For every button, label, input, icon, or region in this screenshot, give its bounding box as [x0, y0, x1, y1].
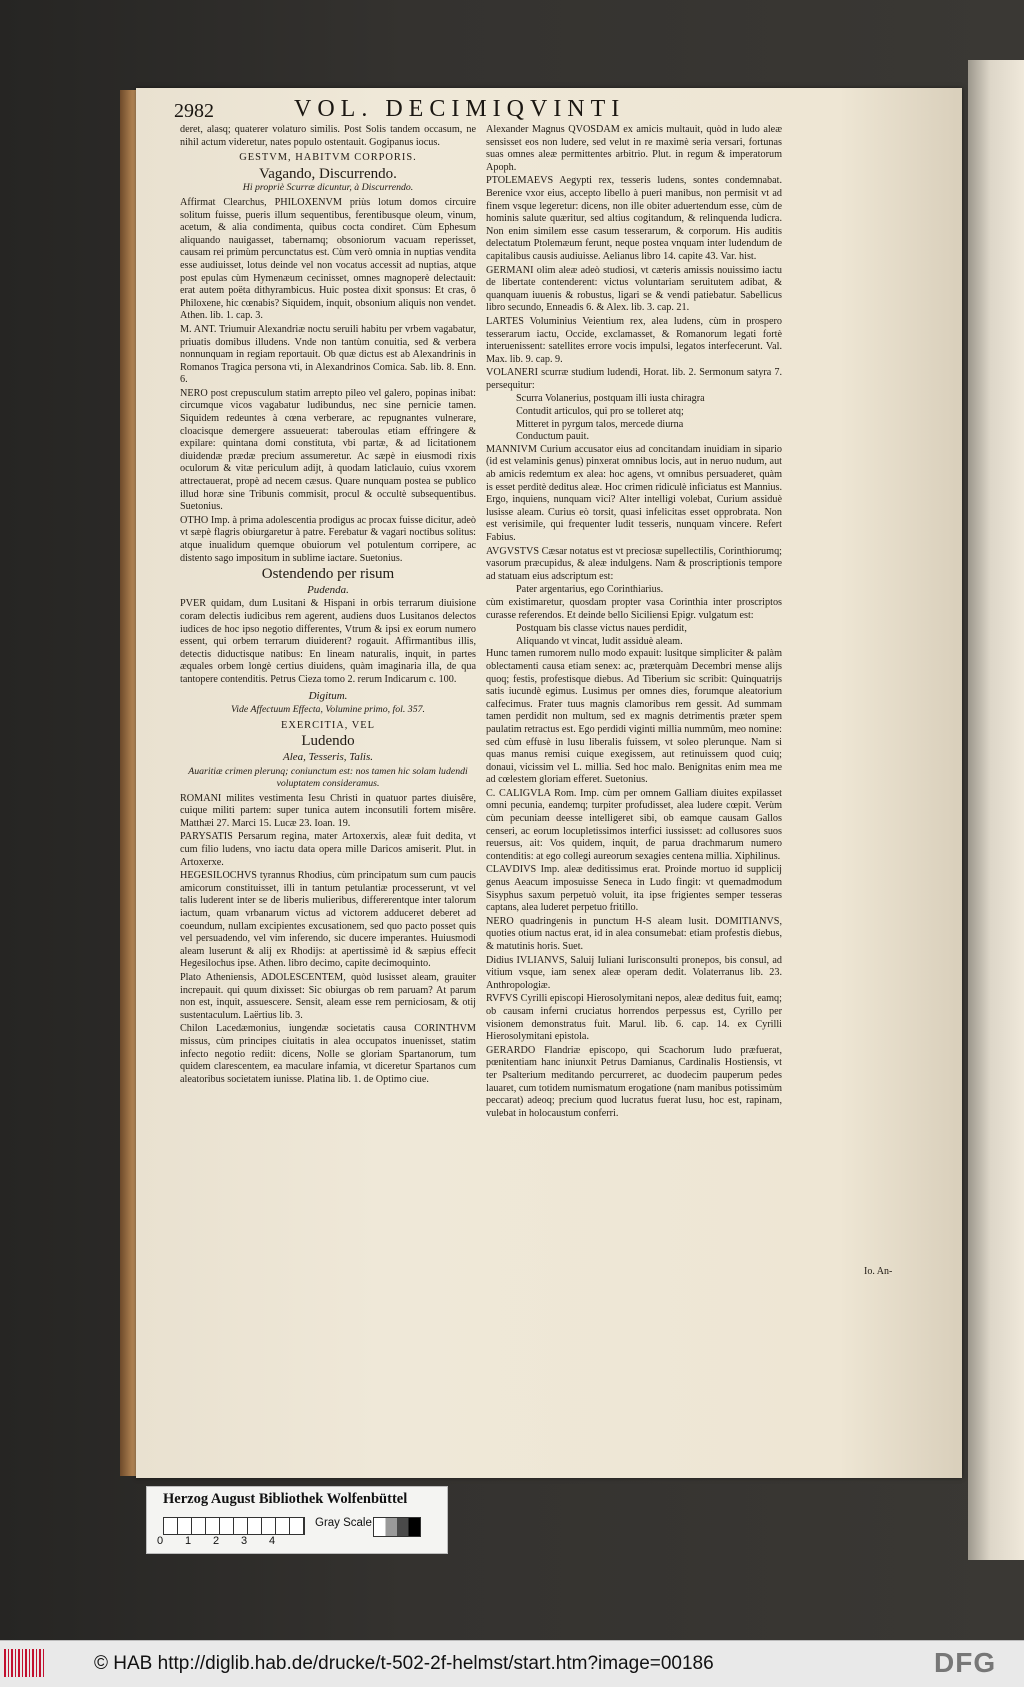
paragraph: Hunc tamen rumorem nullo modo expauit: lusitque simpliciter & palàm oblectamenti causa etiam senex: ac, præterquàm Decembri mense alijs quoq; festis, profestisque diebus. Ad Tiberium sic scribit: Quinquatrijs satis iucundè egimus. Lusimus per omnes dies, forumque aleatorium calfecimus. Frater tuus magnis clamoribus rem gessit. Ad summam tamen perdidit non multum, sed ex magnis detrimentis præter spem paulatim retractus est. Ego perdidi viginti millia nummûm, meo nomine: sed cùm effusè in lusu liberalis fuissem, vt soleo plerunque. Nam si quas manus remisi cuique exegissem, aut retinuissem quod cuiq; donaui, vicissim vel L. millia. Sed hoc malo. Benignitas enim mea me ad cœlestem gloriam efferet. Suetonius. — [486, 648, 782, 786]
paragraph: CLAVDIVS Imp. aleæ deditissimus erat. Proinde mortuo id supplicij genus Aeacum imposuisse Seneca in Ludo fingit: vt quemadmodum Sisyphus saxum perpetuò voluit, ita ipse frigientes semper tesseras captans, alea luderet perpetuo fritillo. — [486, 864, 782, 914]
paragraph: Plato Atheniensis, ADOLESCENTEM, quòd lusisset aleam, grauiter increpauit. qui quum dixisset: Sic obiurgas ob rem paruam? At parum non est, inquit, assuescere. Sensit, aleam esse rem perniciosam, & otij sustentaculum. Laërtius lib. 3. — [180, 972, 476, 1021]
right-column — [486, 124, 782, 1121]
verse-line: Mitteret in pyrgum talos, mercede diurna — [516, 418, 684, 430]
dfg-logo: DFG — [934, 1647, 997, 1678]
paragraph: VOLANERI scurræ studium ludendi, Horat. lib. 2. Sermonum satyra 7. persequitur: — [486, 367, 782, 391]
paragraph: AVGVSTVS Cæsar notatus est vt preciosæ supellectilis, Corinthiorumq; vasorum præcupidus, & aleæ indulgens. Nam & proscriptionis tempore ad statuam eius adscriptum est: — [486, 545, 782, 582]
cross-reference-note: Hi propriè Scurræ dicuntur, à Discurrendo. — [242, 182, 414, 194]
barcode-icon — [4, 1649, 44, 1677]
verse-line: Contudit articulos, qui pro se tolleret atq; — [516, 406, 684, 418]
paragraph: PTOLEMAEVS Aegypti rex, tesseris ludens, sontes condemnabat. Berenice vxor eius, accepto libello à pueri manibus, non permisit vt ad finem vsque legeretur: dicens, non ille obiter aduertendum esse, cùm de hominis salute quæritur, sed altius cogitandum, & relinquenda ludicra. Non enim similem esse casum tesserarum, & corporum. His auditis delectatum Ptolemæum ferunt, neque postea vnquam inter ludendum de capitalibus causis audiuisse. Aelianus libro 14. capite 43. Var. hist. — [486, 175, 782, 262]
verse-line: Pater argentarius, ego Corinthiarius. — [516, 584, 664, 596]
page-number: 2982 — [174, 100, 214, 122]
page-header — [174, 96, 714, 126]
verse-line: Postquam bis classe victus naues perdidit, — [516, 623, 687, 635]
verse-line: Aliquando vt vincat, ludit assiduè aleam. — [516, 635, 683, 647]
paragraph: Chilon Lacedæmonius, iungendæ societatis causa CORINTHVM missus, cùm principes ciuitatis in alea occupatos inuenisset, statim infecto negotio rediit: dicens, Nolle se gloriam Spartanorum, tum quidem clarescentem, ea maculare infamia, vt diceretur Spartanos cum aleatoribus societatem iunisse. Platina lib. 1. de Optimo ciue. — [180, 1023, 476, 1085]
ruler-number: 0 — [157, 1535, 164, 1547]
ruler-number: 2 — [213, 1535, 220, 1547]
ruler-number: 3 — [241, 1535, 248, 1547]
section-heading: GESTVM, HABITVM CORPORIS. — [239, 152, 417, 164]
source-url[interactable]: © HAB http://diglib.hab.de/drucke/t-502-2f-helmst/start.htm?image=00186 — [94, 1653, 714, 1674]
paragraph: Alexander Magnus QVOSDAM ex amicis multauit, quòd in ludo aleæ sensisset eos non ludere, sed velut in re maximè seria versari, fortunas suas omnes aleæ permittentes arbitrio. Plut. in regum & imperatorum Apoph. — [486, 124, 782, 173]
section-heading: Ostendendo per risum — [261, 566, 395, 583]
catchword: Io. An- — [864, 1266, 893, 1277]
paragraph: C. CALIGVLA Rom. Imp. cùm per omnem Galliam diuites expilasset omni pecunia, eandemq; turpiter profudisset, alea ludere cœpit. Verùm cùm pecuniam deesse intelligeret sibi, ob eamque causam Gallos censeri, ac eorum locupletissimos interfici iussisset: ad collusores suos reuersus, ait: Vos quidem, inquit, de parua drachmarum numero contenditis: at ego collegi aureorum sexagies centena millia. Xiphilinus. — [486, 787, 782, 862]
paragraph: Affirmat Clearchus, PHILOXENVM priùs lotum domos circuire solitum fuisse, pueris illum sequentibus, ferentibusque oleum, vinum, acetum, & alia condimenta, quibus cocta condiret. Cùm Ephesum aliquando nauigasset, tabernamq; obsoniorum vacuam reperisset, causam rei primùm percunctatus est. Cùm verò omnia in nuptias vendita esse audiuisset, lotus deinde vel non vocatus accessit ad nuptias, atque post epulas cùm Hymenæum cecinisset, omnes magnoperè delectauit: erat autem poëta dithyrambicus. Huic postea dixit sponsus: Et cras, ô Philoxene, hic cœnabis? Siquidem, inquit, obsonium aliquis non vendet. Athen. lib. 1. cap. 3. — [180, 196, 476, 322]
paragraph: LARTES Voluminius Veientium rex, alea ludens, cùm in prospero tesserarum iactu, Occide, exclamasset, & Romanorum legati fortè interuenissent: satellites errore vocis impulsi, legatos interfecerunt. Val. Max. lib. 9. cap. 9. — [486, 315, 782, 365]
cross-reference-note: Vide Affectuum Effecta, Volumine primo, fol. 357. — [231, 704, 425, 716]
paragraph: GERARDO Flandriæ episcopo, qui Scachorum ludo præfuerat, pœnitentiam hanc iniunxit Petrus Damianus, Cardinalis Hostiensis, vt ter Psalterium meditando percurreret, ac duodecim pauperum pedes lauaret, cum totidem numismatum erogatione (nam manibus potissimùm peccarat) adeoq; precium quod lucratus fuerat lusu, hoc est, rapinam, vulebat in holocaustum conferri. — [486, 1044, 782, 1119]
paragraph: cùm existimaretur, quosdam propter vasa Corinthia inter proscriptos curasse referendos. Et deinde bello Siciliensi Epigr. vulgatum est: — [486, 596, 782, 621]
ruler-scale — [163, 1517, 305, 1535]
library-label-card — [146, 1486, 448, 1554]
left-column — [180, 124, 476, 1087]
ruler-numbers — [157, 1535, 297, 1547]
section-heading: EXERCITIA, VEL — [280, 719, 376, 731]
cross-reference-note: Auaritiæ crimen plerunq; coniunctum est: nos tamen hic solam ludendi voluptatem consideramus. — [188, 765, 468, 790]
paragraph: GERMANI olim aleæ adeò studiosi, vt cæteris amissis nouissimo iactu de libertate contenderent: victus voluntariam seruitutem adibat, & quanquam iuuenis & robustus, ligari se & vendi patiebatur. Sabellicus libro secundo, Enneadis 6. & Alex. lib. 3. cap. 21. — [486, 264, 782, 314]
ruler-number: 4 — [269, 1535, 276, 1547]
paragraph: OTHO Imp. à prima adolescentia prodigus ac procax fuisse dicitur, adeò vt sæpè flagris obiurgaretur à patre. Ferebatur & vagari noctibus solitus: atque inualidum quemque obuiorum vel potulentum corripere, ac distento sago impositum in sublime iactare. Suetonius. — [180, 514, 476, 564]
footer-bar — [0, 1640, 1024, 1687]
adjacent-page-edge — [968, 60, 1024, 1560]
ruler-number: 1 — [185, 1535, 192, 1547]
section-heading: Pudenda. — [307, 583, 349, 596]
paragraph: M. ANT. Triumuir Alexandriæ noctu seruili habitu per vrbem vagabatur, priuatis domibus illudens. Vnde non tantùm conuitia, sed & verbera nonnunquam in regiam reportauit. Ob quæ dictus est ab Alexandrinis in Romanos Tragica persona vti, in Alexandrinos Comica. Sab. lib. 8. Enn. 6. — [180, 323, 476, 386]
paragraph: HEGESILOCHVS tyrannus Rhodius, cùm principatum sum cum paucis amicorum constituisset, illi in tantum petulantiæ processerunt, vt vel talis luderent inter se de liberis mulieribus, differerentque inter talorum iactum, quam vrbanarum victus ad victorem adduceret deberet ad coeundum, nullam excipientes excusationem, sed quo pacto posset quis vel persuadendo, vel vim inferendo, sic ducere imperantes. Huiusmodi aleam luserunt & alij ex Rhodijs: at apertissimè id & sæpius effecit Hegesilochus ipse. Athen. libro decimo, capite decimoquinto. — [180, 870, 476, 970]
paragraph: ROMANI milites vestimenta Iesu Christi in quatuor partes diuisêre, cuique militi partem: super tunica autem inconsutili fortem misêre. Matthæi 27. Marci 15. Lucæ 23. Ioan. 19. — [180, 792, 476, 829]
library-name: Herzog August Bibliothek Wolfenbüttel — [163, 1491, 408, 1507]
paragraph: MANNIVM Curium accusator eius ad concitandam inuidiam in sipario (id est velaminis genus) pinxerat omnibus locis, aut in neruo nudum, aut ab amicis redemtum ex alea: hoc agens, vt omnibus persuaderet, quàm is esset perditè deditus aleæ. Hoc crimen ridiculè inficiatus est Mannius. Ergo, inquiens, nunquam vici? Alter intelligi volebat, Curium assiduè lusisse aleam. Curius eò torsit, quasi infelicitas esset opprobrata. Non est verisimile, qui frequenter ludit tesseris, nunquam vincere. Refert Fabius. — [486, 443, 782, 543]
section-heading: Digitum. — [308, 689, 348, 702]
paragraph: PVER quidam, dum Lusitani & Hispani in orbis terrarum diuisione coram delectis iudicibus rem agerent, audiens duos Lusitanos delectos iudices de hoc ipso negotio differentes, Vtrum & ipsi ex eorum numero essent, qui orbem terrarum diuiderent? rogauit. Affirmantibus illis, detectis diductisque natibus: En lineam naturalis, inquit, in partes æquales orbem longè certius diuidens, quàm imaginaria illa, de qua tantopere contenditis. Petrus Cieza tomo 2. rerum Indicarum c. 100. — [180, 598, 476, 685]
gray-scale-swatch — [373, 1517, 421, 1537]
verse-line: Scurra Volanerius, postquam illi iusta chiragra — [516, 393, 705, 405]
paragraph: PARYSATIS Persarum regina, mater Artoxerxis, aleæ fuit dedita, vt cum filio ludens, vno iactu data opera mille Daricos amiserit. Plut. in Artoxerxe. — [180, 831, 476, 868]
section-heading: Alea, Tesseris, Talis. — [283, 750, 373, 763]
paragraph: RVFVS Cyrilli episcopi Hierosolymitani nepos, aleæ deditus fuit, eamq; ob causam inferni cruciatus horrendos perpessus est, Cyrillo per visionem demonstratus fuit. Marul. lib. 6. cap. 14. ex Cyrilli Hierosolymitani epistola. — [486, 993, 782, 1043]
verse-line: Conductum pauit. — [516, 431, 590, 443]
paragraph: NERO post crepusculum statim arrepto pileo vel galero, popinas inibat: circumque vicos vagabatur ludibundus, nec sine pernicie tamen. Siquidem redeuntes à cœna verberare, ac repugnantes vulnerare, cloacisque demergere assueuerat: taberoulas etiam effringere & expilare: quintana domi constituta, vbi partæ, & ad licitationem diuidendæ prædæ precium assumeretur. Ac sæpè in eiusmodi rixis oculorum & vitæ periculum adijt, à quodam laticlauio, cuius vxorem attrectauerat, propè ad necem cæsus. Quare nunquam postea se publico illud horæ sine Tribunis commisit, procul & occultè subsequentibus. Suetonius. — [180, 387, 476, 513]
paragraph: NERO quadringenis in punctum H-S aleam lusit. DOMITIANVS, quoties otium nactus erat, id in alea consumebat: etiam profestis diebus, & matutinis horis. Suet. — [486, 915, 782, 952]
volume-title: VOL. DECIMIQVINTI — [294, 96, 626, 122]
paragraph: deret, alasq; quaterer volaturo similis. Post Solis tandem occasum, ne nihil actum videretur, nates populo ostentauit. Gogipanus iocus. — [180, 124, 476, 148]
paragraph: Didius IVLIANVS, Saluij Iuliani Iurisconsulti pronepos, bis consul, ad vitium vsque, iam senex aleæ operam dedit. Volaterranus lib. 23. Anthropologiæ. — [486, 954, 782, 991]
section-heading: Ludendo — [301, 733, 355, 750]
gray-scale-label: Gray Scale — [315, 1517, 372, 1529]
section-heading: Vagando, Discurrendo. — [259, 165, 397, 182]
